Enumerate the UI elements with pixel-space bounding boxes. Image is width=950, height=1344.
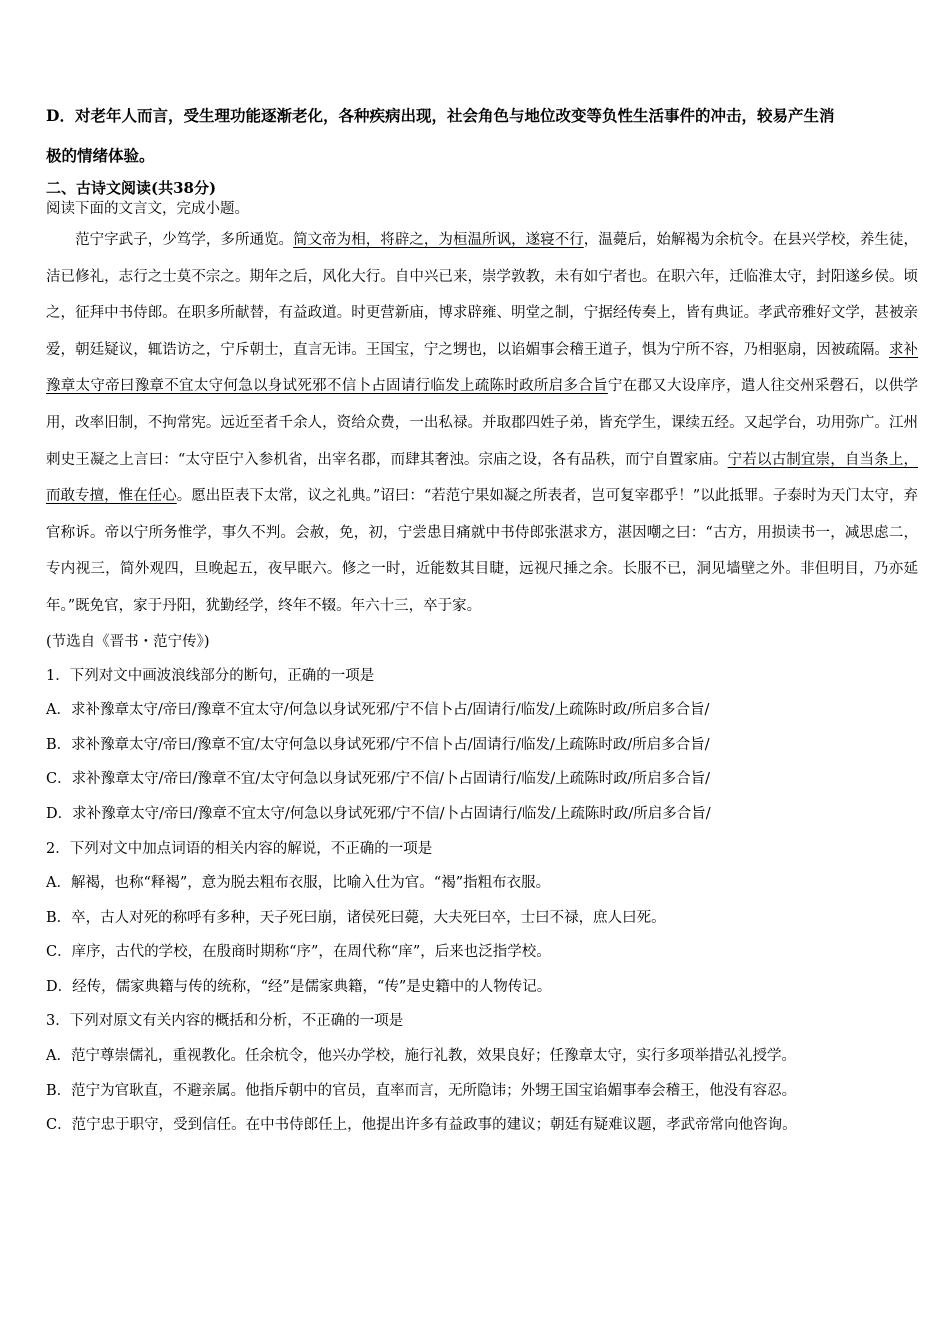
question-stem: 3．下列对原文有关内容的概括和分析，不正确的一项是 — [46, 1013, 404, 1030]
option-b: B．范宁为官耿直，不避亲属。他指斥朝中的官员，直率而言，无所隐讳；外甥王国宝谄媚事奉会稽王，他没有容忍。 — [46, 1082, 797, 1099]
wavy-underlined-sentence-2: 求补豫章太守帝曰豫章不宜太守何急以身试死邪不信卜占固请行临发上疏陈时政所启多合旨 — [46, 341, 919, 395]
option-d: D．经传，儒家典籍与传的统称，“经”是儒家典籍，“传”是史籍中的人物传记。 — [46, 978, 552, 995]
question-2 — [46, 832, 918, 1005]
reading-instruction: 阅读下面的文言文，完成小题。 — [46, 201, 249, 217]
exam-page — [46, 96, 918, 1143]
passage-part-3: 宁在郡又大设庠序，遣人往交州采磬石，以供学用，改率旧制，不拘常宪。远近至者千余人，资给众费，一出私禄。并取郡四姓子弟，皆充学生，课续五经。又起学台，功用弥广。江州刺史王凝之上言曰：“太守臣宁入参机省，出宰名郡，而肆其奢浊。宗庙之设，各有品秩，而宁自置家庙。 — [46, 378, 919, 468]
option-b: B．卒，古人对死的称呼有多种，天子死曰崩，诸侯死曰薨，大夫死曰卒，士曰不禄，庶人曰死。 — [46, 909, 666, 926]
wavy-underlined-sentence-1: 简文帝为相，将辟之，为桓温所讽，遂寝不行 — [293, 232, 584, 248]
previous-option-d — [46, 96, 918, 176]
question-1 — [46, 659, 918, 832]
previous-option-d-line1: D．对老年人而言，受生理功能逐渐老化，各种疾病出现，社会角色与地位改变等负性生活事件的冲击，较易产生消 — [46, 106, 835, 125]
option-c: C．庠序，古代的学校，在殷商时期称“序”，在周代称“庠”，后来也泛指学校。 — [46, 944, 551, 961]
passage-part-1: 范宁字武子，少笃学，多所通览。 — [46, 232, 294, 248]
option-a: A．求补豫章太守/帝曰/豫章不宜太守/何急以身试死邪/宁不信卜占/固请行/临发/上疏陈时政/所启多合旨/ — [46, 702, 710, 719]
classical-passage — [46, 222, 918, 625]
wavy-underlined-sentence-3: 宁若以古制宜崇，自当条上，而敢专擅，惟在任心 — [46, 451, 918, 505]
option-d: D．求补豫章太守/帝曰/豫章不宜太守/何急以身试死邪/宁不信/卜占固请行/临发/上疏陈时政/所启多合旨/ — [46, 805, 711, 822]
option-a: A．范宁尊崇儒礼，重视教化。任余杭令，他兴办学校，施行礼教，效果良好；任豫章太守，实行多项举措弘礼授学。 — [46, 1048, 796, 1065]
passage-part-4: 。愿出臣表下太常，议之礼典。”诏曰：“若范宁果如凝之所表者，岂可复宰郡乎！”以此抵罪。子泰时为天门太守，弃官称诉。帝以宁所务惟学，事久不判。会赦，免，初，宁尝患目痛就中书侍郎张湛求方，湛因嘲之曰：“古方，用损读书一，减思虑二，专内视三，简外观四，旦晚起五，夜早眠六。修之一时，近能数其目睫，远视尺捶之余。长服不已，洞见墙壁之外。非但明目，乃亦延年。”既免官，家于丹阳，犹勤经学，终年不辍。年六十三，卒于家。 — [46, 488, 919, 614]
question-3 — [46, 1004, 918, 1142]
previous-option-d-line2: 极的情绪体验。 — [46, 146, 155, 165]
option-c: C．范宁忠于职守，受到信任。在中书侍郎任上，他提出许多有益政事的建议；朝廷有疑难议题，孝武帝常向他咨询。 — [46, 1117, 797, 1134]
question-stem: 1．下列对文中画波浪线部分的断句，正确的一项是 — [46, 667, 375, 684]
passage-source: (节选自《晋书・范宁传》) — [46, 633, 210, 650]
option-c: C．求补豫章太守/帝曰/豫章不宜/太守何急以身试死邪/宁不信/卜占固请行/临发/上疏陈时政/所启多合旨/ — [46, 771, 711, 788]
section-title: 二、古诗文阅读(共38分) — [46, 179, 217, 197]
option-b: B．求补豫章太守/帝曰/豫章不宜/太守何急以身试死邪/宁不信卜占/固请行/临发/上疏陈时政/所启多合旨/ — [46, 736, 710, 753]
option-a: A．解褐，也称“释褐”，意为脱去粗布衣服，比喻入仕为官。“褐”指粗布衣服。 — [46, 875, 551, 892]
passage-part-2: ，温薨后，始解褐为余杭令。在县兴学校，养生徒，洁已修礼，志行之士莫不宗之。期年之后，风化大行。自中兴已来，崇学敦教，未有如宁者也。在职六年，迁临淮太守，封阳遂乡侯。顷之，征拜中书侍郎。在职多所献替，有益政道。时更营新庙，博求辟雍、明堂之制，宁据经传奏上，皆有典证。孝武帝雅好文学，甚被亲爱，朝廷疑议，辄诰访之，宁斥朝士，直言无讳。王国宝，宁之甥也，以谄媚事会稽王道子，惧为宁所不容，乃相驱扇，因被疏隔。 — [46, 232, 919, 358]
question-stem: 2．下列对文中加点词语的相关内容的解说，不正确的一项是 — [46, 840, 433, 857]
